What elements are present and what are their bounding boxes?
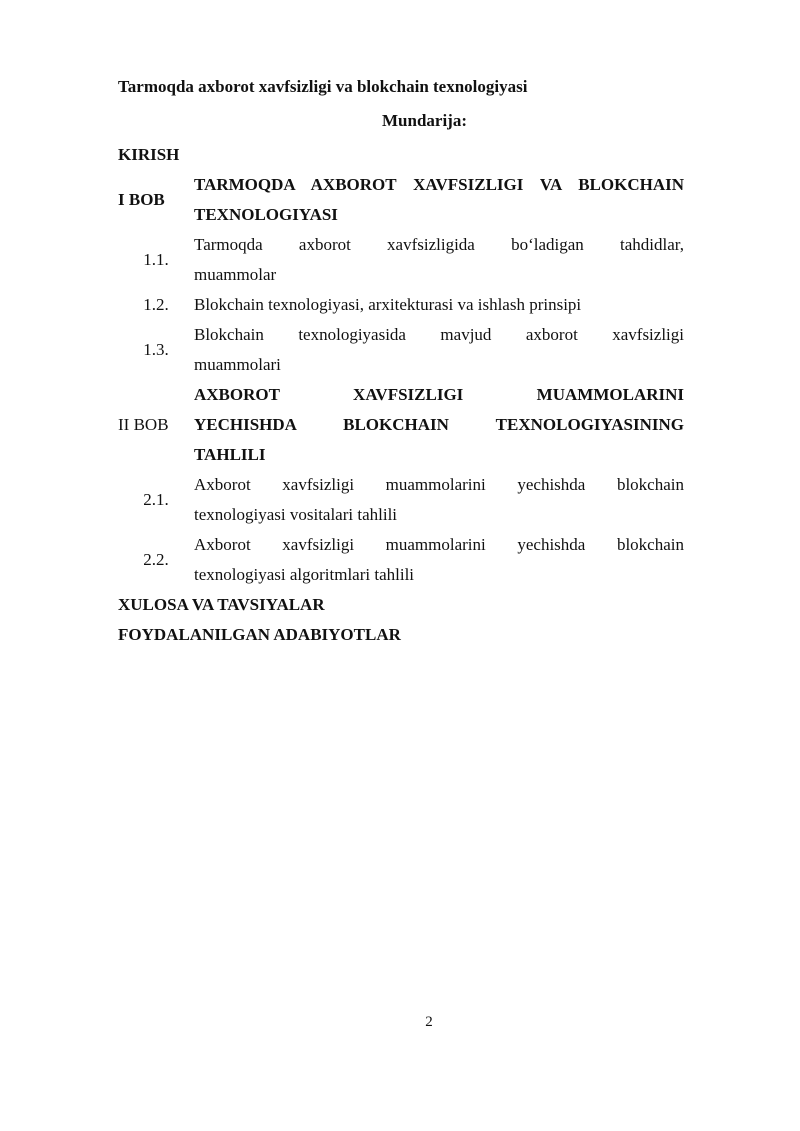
page-title: Tarmoqda axborot xavfsizligi va blokchain texnologiyasi (118, 77, 528, 96)
chapter-1-title-line-1: TARMOQDA AXBOROT XAVFSIZLIGI VA BLOKCHAIN (194, 175, 684, 194)
toc-heading: Mundarija: (382, 111, 467, 130)
chapter-2-title-line-3: TAHLILI (194, 445, 266, 464)
section-1-2-title (194, 290, 684, 320)
chapter-2-title (194, 380, 684, 470)
toc-entry-1-1 (118, 230, 684, 290)
chapter-1-title (194, 170, 684, 230)
toc-entry-kirish: KIRISH (118, 145, 180, 164)
section-2-2-number: 2.2. (143, 550, 169, 569)
section-2-1-number: 2.1. (143, 490, 169, 509)
section-1-2-number: 1.2. (143, 295, 169, 314)
toc-entry-xulosa: XULOSA VA TAVSIYALAR (118, 595, 325, 614)
toc-entry-1-2 (118, 290, 684, 320)
toc-entry-2-2 (118, 530, 684, 590)
chapter-2-title-line-2: YECHISHDA BLOKCHAIN TEXNOLOGIYASINING (194, 415, 684, 434)
toc-entry-chapter-1 (118, 170, 684, 230)
section-1-3-title-line-1: Blokchain texnologiyasida mavjud axborot xavfsizligi (194, 325, 684, 344)
section-2-2-title-line-1: Axborot xavfsizligi muammolarini yechishda blokchain (194, 535, 684, 554)
section-1-1-title (194, 230, 684, 290)
toc-entry-adabiyotlar: FOYDALANILGAN ADABIYOTLAR (118, 625, 401, 644)
section-2-2-title-line-2: texnologiyasi algoritmlari tahlili (194, 565, 415, 584)
section-2-2-title (194, 530, 684, 590)
section-1-2-title-line-1: Blokchain texnologiyasi, arxitekturasi va ishlash prinsipi (194, 295, 582, 314)
section-2-1-title (194, 470, 684, 530)
section-2-1-title-line-1: Axborot xavfsizligi muammolarini yechishda blokchain (194, 475, 684, 494)
section-1-3-title-line-2: muammolari (194, 355, 281, 374)
table-of-contents (118, 140, 684, 650)
toc-entry-1-3 (118, 320, 684, 380)
chapter-1-number: I BOB (118, 190, 165, 209)
toc-entry-2-1 (118, 470, 684, 530)
section-1-3-number: 1.3. (143, 340, 169, 359)
section-1-1-number: 1.1. (143, 250, 169, 269)
section-1-1-title-line-2: muammolar (194, 265, 277, 284)
toc-entry-chapter-2 (118, 380, 684, 470)
chapter-2-number: II BOB (118, 415, 169, 434)
section-1-1-title-line-1: Tarmoqda axborot xavfsizligida bo‘ladigan tahdidlar, (194, 235, 684, 254)
section-2-1-title-line-2: texnologiyasi vositalari tahlili (194, 505, 398, 524)
chapter-2-title-line-1: AXBOROT XAVFSIZLIGI MUAMMOLARINI (194, 385, 684, 404)
chapter-1-title-line-2: TEXNOLOGIYASI (194, 205, 338, 224)
page-number: 2 (425, 1014, 433, 1030)
section-1-3-title (194, 320, 684, 380)
